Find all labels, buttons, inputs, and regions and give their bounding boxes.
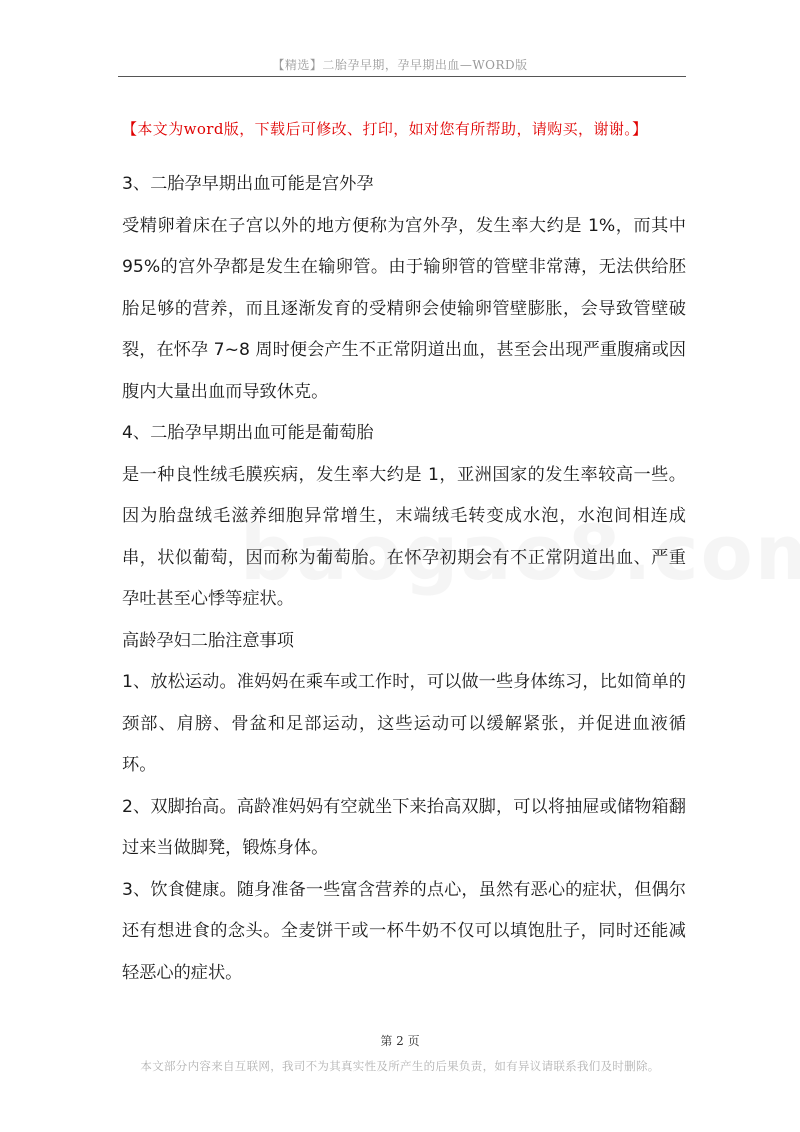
download-notice: 【本文为word版，下载后可修改、打印，如对您有所帮助，请购买，谢谢。】 [122, 120, 648, 138]
paragraph-healthy-diet: 3、饮食健康。随身准备一些富含营养的点心，虽然有恶心的症状，但偶尔还有想进食的念头。全麦饼干或一杯牛奶不仅可以填饱肚子，同时还能减轻恶心的症状。 [122, 879, 686, 983]
paragraph-molar: 是一种良性绒毛膜疾病，发生率大约是 1，亚洲国家的发生率较高一些。因为胎盘绒毛滋养细胞异常增生，末端绒毛转变成水泡，水泡间相连成串，状似葡萄，因而称为葡萄胎。在怀孕初期会有不正常阴道出血、严重孕吐甚至心悸等症状。 [122, 464, 686, 609]
paragraph-relax-exercise: 1、放松运动。准妈妈在乘车或工作时，可以做一些身体练习，比如简单的颈部、肩膀、骨盆和足部运动，这些运动可以缓解紧张，并促进血液循环。 [122, 672, 686, 775]
document-body [122, 164, 686, 994]
footer-disclaimer: 本文部分内容来自互联网，我司不为其真实性及所产生的后果负责，如有异议请联系我们及时删除。 [140, 1059, 660, 1073]
page-number: 第 2 页 [380, 1034, 420, 1048]
section-heading-molar: 4、二胎孕早期出血可能是葡萄胎 [122, 423, 374, 443]
paragraph-raise-feet: 2、双脚抬高。高龄准妈妈有空就坐下来抬高双脚，可以将抽屉或储物箱翻过来当做脚凳，锻炼身体。 [122, 796, 686, 858]
section-heading-precautions: 高龄孕妇二胎注意事项 [122, 630, 294, 651]
section-heading-ectopic: 3、二胎孕早期出血可能是宫外孕 [122, 174, 374, 194]
paragraph-ectopic: 受精卵着床在子宫以外的地方便称为宫外孕，发生率大约是 1%，而其中 95%的宫外孕都是发生在输卵管。由于输卵管的管壁非常薄，无法供给胚胎足够的营养，而且逐渐发育的受精卵会使输卵管壁膨胀，会导致管壁破裂，在怀孕 7~8 周时便会产生不正常阴道出血，甚至会出现严重腹痛或因腹内大量出血而导致休克。 [122, 215, 686, 402]
header-divider [118, 76, 686, 77]
header-title: 【精选】二胎孕早期，孕早期出血—WORD版 [272, 58, 528, 72]
